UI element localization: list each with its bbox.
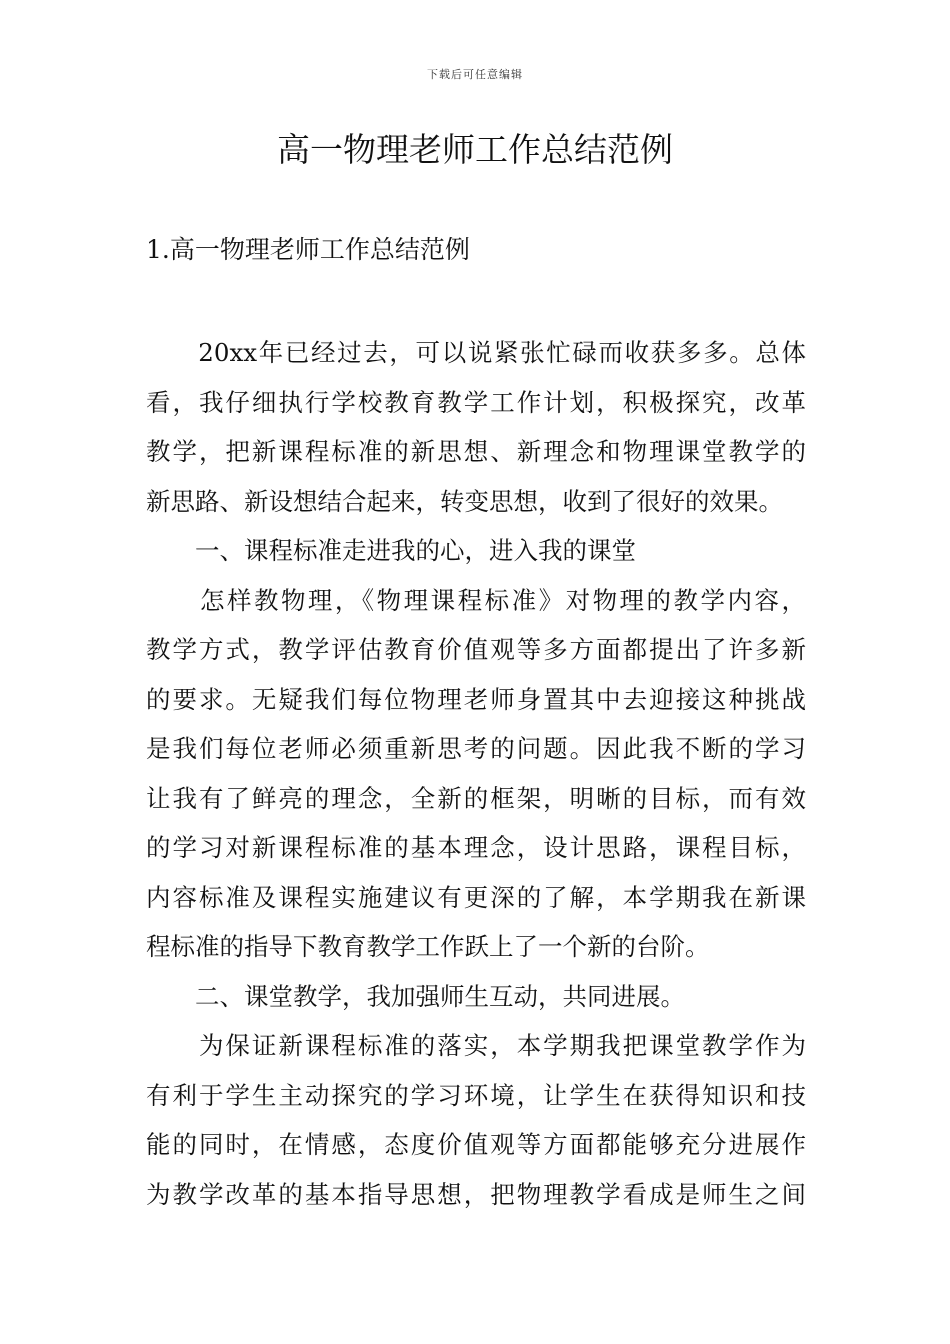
text-line: 看，我仔细执行学校教育教学工作计划，积极探究，改革 [146, 387, 806, 417]
text-line: 新思路、新设想结合起来，转变思想，收到了很好的效果。 [146, 486, 783, 516]
text-line: 二、课堂教学，我加强师生互动，共同进展。 [146, 981, 685, 1011]
text-line: 教学，把新课程标准的新思想、新理念和物理课堂教学的 [146, 437, 806, 466]
text-line: 一、课程标准走进我的心，进入我的课堂 [146, 536, 636, 565]
document-title: 高一物理老师工作总结范例 [277, 130, 673, 169]
text-line: 为保证新课程标准的落实，本学期我把课堂教学作为 [146, 1031, 806, 1060]
text-line: 内容标准及课程实施建议有更深的了解，本学期我在新课 [146, 882, 806, 912]
text-line: 能的同时，在情感，态度价值观等方面都能够充分进展作 [146, 1130, 806, 1159]
text-line: 教学方式，教学评估教育价值观等多方面都提出了许多新 [146, 635, 806, 664]
text-line: 有利于学生主动探究的学习环境，让学生在获得知识和技 [146, 1080, 806, 1110]
header-note: 下载后可任意编辑 [427, 68, 523, 81]
text-line: 的要求。无疑我们每位物理老师身置其中去迎接这种挑战 [146, 684, 806, 714]
text-line: 的学习对新课程标准的基本理念，设计思路，课程目标， [146, 833, 806, 862]
text-line: 20xx年已经过去，可以说紧张忙碌而收获多多。总体 [146, 338, 806, 367]
section-heading: 1.高一物理老师工作总结范例 [146, 235, 470, 264]
text-line: 让我有了鲜亮的理念，全新的框架，明晰的目标，而有效 [146, 783, 806, 813]
text-line: 是我们每位老师必须重新思考的问题。因此我不断的学习 [146, 734, 806, 763]
body-text [146, 328, 806, 1219]
text-line: 程标准的指导下教育教学工作跃上了一个新的台阶。 [146, 932, 710, 961]
text-line: 怎样教物理，《物理课程标准》对物理的教学内容， [146, 585, 806, 615]
text-line: 为教学改革的基本指导思想，把物理教学看成是师生之间 [146, 1179, 806, 1209]
